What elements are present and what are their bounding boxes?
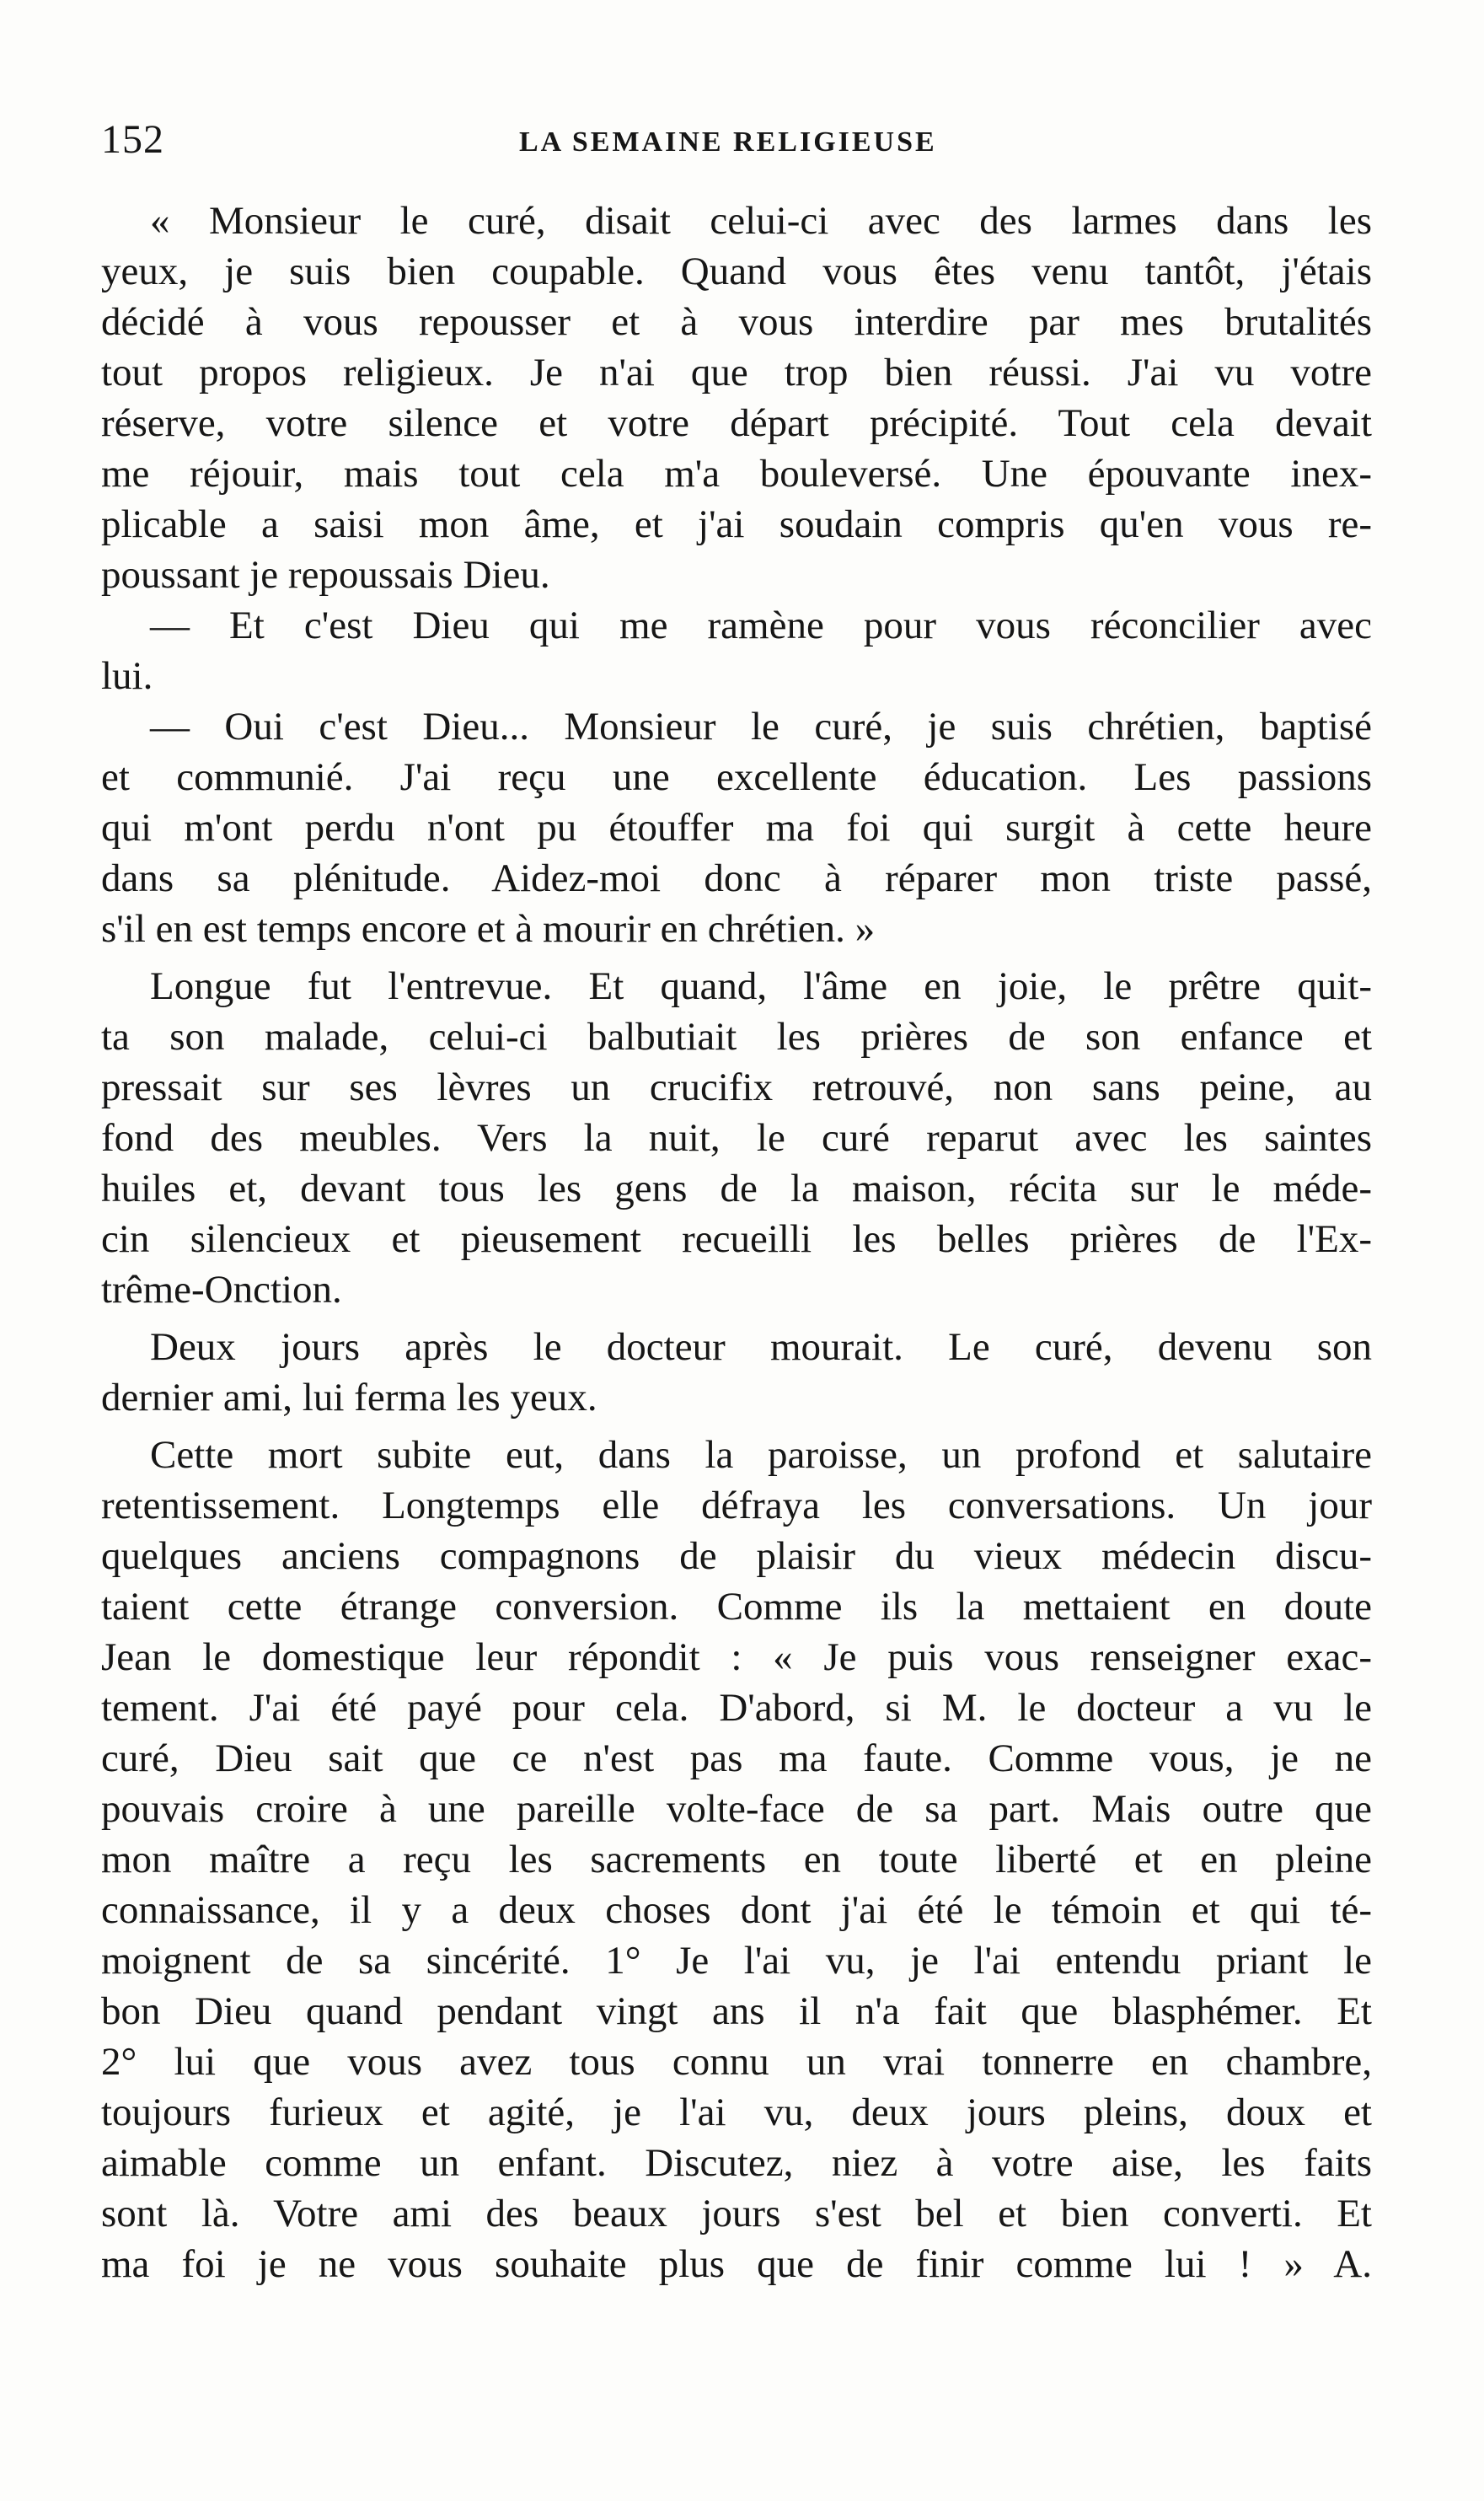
text-line: fond des meubles. Vers la nuit, le curé reparut avec les saintes [101,1116,1372,1160]
text-line: « Monsieur le curé, disait celui-ci avec des larmes dans les [150,199,1372,243]
text-line: retentissement. Longtemps elle défraya les conversations. Un jour [101,1484,1372,1527]
text-line: bon Dieu quand pendant vingt ans il n'a fait que blasphémer. Et [101,1989,1372,2033]
text-line: taient cette étrange conversion. Comme ils la mettaient en doute [101,1585,1372,1629]
text-line: me réjouir, mais tout cela m'a bouleversé. Une épouvante inex- [101,452,1372,496]
text-line: Longue fut l'entrevue. Et quand, l'âme en joie, le prêtre quit- [150,964,1372,1008]
text-line: poussant je repoussais Dieu. [101,553,550,597]
text-line: 2° lui que vous avez tous connu un vrai tonnerre en chambre, [101,2040,1372,2084]
text-line: décidé à vous repousser et à vous interdire par mes brutalités [101,300,1372,344]
text-line: tout propos religieux. Je n'ai que trop bien réussi. J'ai vu votre [101,351,1372,394]
text-line: qui m'ont perdu n'ont pu étouffer ma foi qui surgit à cette heure [101,806,1372,850]
text-line: réserve, votre silence et votre départ précipité. Tout cela devait [101,401,1372,445]
text-line: tement. J'ai été payé pour cela. D'abord, si M. le docteur a vu le [101,1686,1372,1730]
text-line: et communié. J'ai reçu une excellente éducation. Les passions [101,755,1372,799]
text-line: curé, Dieu sait que ce n'est pas ma faute. Comme vous, je ne [101,1736,1372,1780]
text-line: huiles et, devant tous les gens de la maison, récita sur le méde- [101,1167,1372,1210]
text-line: ma foi je ne vous souhaite plus que de finir comme lui ! » A. [101,2242,1372,2286]
text-line: — Oui c'est Dieu... Monsieur le curé, je suis chrétien, baptisé [150,705,1372,749]
text-line: Cette mort subite eut, dans la paroisse, un profond et salutaire [150,1433,1372,1477]
text-line: dernier ami, lui ferma les yeux. [101,1376,597,1420]
text-line: sont là. Votre ami des beaux jours s'est bel et bien converti. Et [101,2192,1372,2235]
text-line: ta son malade, celui-ci balbutiait les prières de son enfance et [101,1015,1372,1059]
page-number: 152 [101,117,164,162]
text-line: lui. [101,654,153,698]
text-line: mon maître a reçu les sacrements en toute liberté et en pleine [101,1838,1372,1881]
text-line: aimable comme un enfant. Discutez, niez à votre aise, les faits [101,2141,1372,2185]
text-line: trême-Onction. [101,1268,342,1312]
text-line: Deux jours après le docteur mourait. Le curé, devenu son [150,1325,1372,1369]
text-line: s'il en est temps encore et à mourir en chrétien. » [101,907,876,951]
text-line: Jean le domestique leur répondit : « Je puis vous renseigner exac- [101,1635,1372,1679]
article-body [101,196,1372,2289]
text-line: pressait sur ses lèvres un crucifix retrouvé, non sans peine, au [101,1065,1372,1109]
text-line: toujours furieux et agité, je l'ai vu, deux jours pleins, doux et [101,2090,1372,2134]
running-title: LA SEMAINE RELIGIEUSE [519,126,937,158]
page-header [101,116,1365,167]
text-line: — Et c'est Dieu qui me ramène pour vous réconcilier avec [150,604,1372,647]
text-line: cin silencieux et pieusement recueilli les belles prières de l'Ex- [101,1217,1372,1261]
text-line: connaissance, il y a deux choses dont j'ai été le témoin et qui té- [101,1888,1372,1932]
text-line: plicable a saisi mon âme, et j'ai soudain compris qu'en vous re- [101,502,1372,546]
text-line: quelques anciens compagnons de plaisir du vieux médecin discu- [101,1534,1372,1578]
text-line: yeux, je suis bien coupable. Quand vous êtes venu tantôt, j'étais [101,250,1372,293]
text-line: moignent de sa sincérité. 1° Je l'ai vu, je l'ai entendu priant le [101,1939,1372,1983]
text-line: pouvais croire à une pareille volte-face de sa part. Mais outre que [101,1787,1372,1831]
text-line: dans sa plénitude. Aidez-moi donc à réparer mon triste passé, [101,856,1372,900]
